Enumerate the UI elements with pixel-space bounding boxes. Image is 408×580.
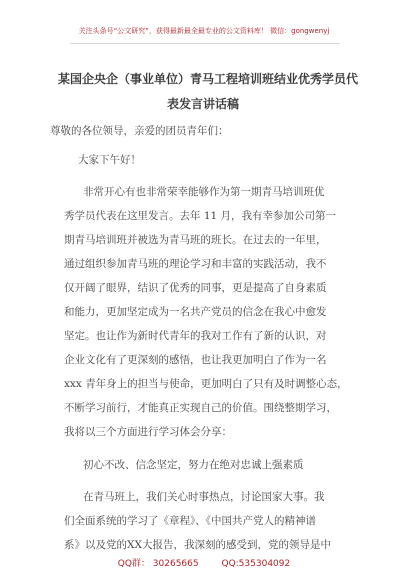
body-line: 不断学习前行，才能真正实现自己的价值。围绕整期学习， xyxy=(64,402,337,414)
body-line: 和能力，更加坚定成为一名共产党员的信念在我心中愈发 xyxy=(64,306,327,318)
footer-qq: QQ:535304092 xyxy=(221,559,291,569)
footer-contact xyxy=(0,556,408,569)
footer-qq-group: QQ群： 30265665 xyxy=(117,559,199,569)
body-line: 企业文化有了更深刻的感悟，也让我更加明白了作为一名 xyxy=(64,354,327,366)
body-line: 期青马培训班并被选为青马班的班长。在过去的一年里， xyxy=(64,234,327,246)
salutation: 尊敬的各位领导，亲爱的团员青年们： xyxy=(50,125,229,137)
document-title-line-1: 某国企央企（事业单位）青马工程培训班结业优秀学员代 xyxy=(58,72,359,86)
body-line: 坚定。也让作为新时代青年的我对工作有了新的认识，对 xyxy=(64,330,327,342)
body-line: 在青马班上，我们关心时事热点，讨论国家大事。我 xyxy=(83,491,325,503)
greeting: 大家下午好！ xyxy=(78,154,141,166)
section-heading: 初心不改、信念坚定，努力在绝对忠诚上强素质 xyxy=(83,459,304,471)
body-line: 我将以三个方面进行学习体会分享： xyxy=(64,426,232,438)
header-divider xyxy=(70,43,340,44)
body-line: 通过组织参加青马班的理论学习和丰富的实践活动，我不 xyxy=(64,258,327,270)
body-line: xxx 青年身上的担当与使命，更加明白了只有及时调整心态， xyxy=(64,378,348,390)
body-line: 们全面系统的学习了《章程》、《中国共产党人的精神谱 xyxy=(64,515,316,527)
body-line: 非常开心有也非常荣幸能够作为第一期青马培训班优 xyxy=(83,186,325,198)
body-line-last: 系》以及党的XX大报告，我深刻的感受到，党的领导是中 xyxy=(64,539,331,551)
document-title-line-2: 表发言讲话稿 xyxy=(166,97,239,111)
body-line: 秀学员代表在这里发言。去年 11 月，我有幸参加公司第一 xyxy=(64,210,337,222)
header-banner: 关注头条号“公文研究”，获得最新最全最专业的公文资料库！ 微信：gongwenyj xyxy=(78,27,330,35)
body-line: 仅开阔了眼界，结识了优秀的同事，更是提高了自身素质 xyxy=(64,282,327,294)
